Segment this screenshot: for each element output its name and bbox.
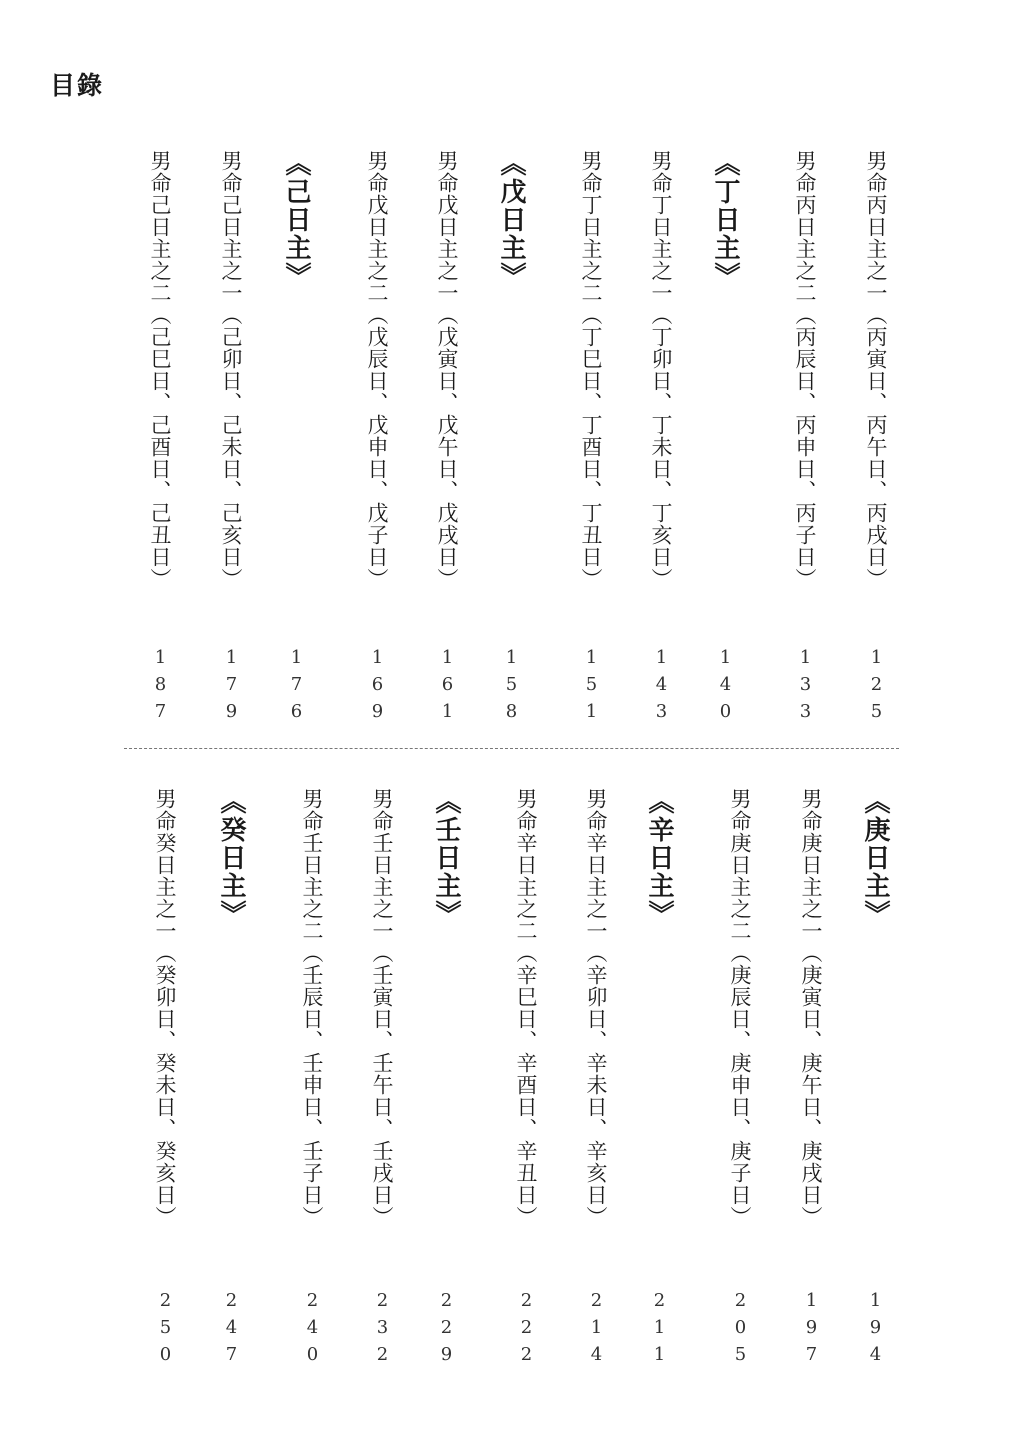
toc-section-header[interactable] bbox=[855, 788, 895, 1371]
toc-section-title: 《壬日主》 bbox=[431, 788, 461, 928]
toc-entry-title: 男命壬日主之一（壬寅日、壬午日、壬戌日） bbox=[370, 788, 394, 1228]
toc-section-title: 《戊日主》 bbox=[496, 150, 526, 290]
toc-entry[interactable] bbox=[720, 788, 760, 1371]
toc-entry-page: 222 bbox=[516, 1290, 537, 1371]
toc-entry[interactable] bbox=[140, 150, 180, 728]
toc-entry-page: 176 bbox=[286, 647, 307, 728]
section-divider bbox=[124, 748, 899, 749]
toc-entry[interactable] bbox=[785, 150, 825, 728]
toc-section-header[interactable] bbox=[426, 788, 466, 1371]
toc-entry[interactable] bbox=[506, 788, 546, 1371]
toc-entry-page: 232 bbox=[372, 1290, 393, 1371]
toc-entry-page: 161 bbox=[437, 647, 458, 728]
toc-entry-page: 158 bbox=[501, 647, 522, 728]
toc-section-header[interactable] bbox=[276, 150, 316, 728]
toc-entry-page: 169 bbox=[367, 647, 388, 728]
toc-entry[interactable] bbox=[791, 788, 831, 1371]
toc-top-section bbox=[0, 150, 1018, 728]
toc-entry-page: 229 bbox=[436, 1290, 457, 1371]
toc-entry-page: 211 bbox=[649, 1290, 670, 1371]
toc-section-header[interactable] bbox=[491, 150, 531, 728]
toc-section-title: 《癸日主》 bbox=[216, 788, 246, 928]
toc-entry-page: 194 bbox=[865, 1290, 886, 1371]
toc-entry-page: 125 bbox=[866, 647, 887, 728]
toc-entry-page: 179 bbox=[221, 647, 242, 728]
toc-entry[interactable] bbox=[145, 788, 185, 1371]
toc-entry-title: 男命壬日主之二（壬辰日、壬申日、壬子日） bbox=[300, 788, 324, 1228]
toc-entry-title: 男命己日主之一（己卯日、己未日、己亥日） bbox=[219, 150, 243, 590]
toc-entry-title: 男命辛日主之二（辛巳日、辛酉日、辛丑日） bbox=[514, 788, 538, 1228]
toc-section-header[interactable] bbox=[211, 788, 251, 1371]
toc-entry-title: 男命庚日主之二（庚辰日、庚申日、庚子日） bbox=[728, 788, 752, 1228]
toc-entry-page: 205 bbox=[730, 1290, 751, 1371]
toc-entry-title: 男命丙日主之一（丙寅日、丙午日、丙戌日） bbox=[864, 150, 888, 590]
toc-entry[interactable] bbox=[292, 788, 332, 1371]
toc-section-header[interactable] bbox=[705, 150, 745, 728]
toc-entry-page: 240 bbox=[302, 1290, 323, 1371]
page-title: 目錄 bbox=[50, 71, 105, 100]
toc-entry-title: 男命丁日主之二（丁巳日、丁酉日、丁丑日） bbox=[579, 150, 603, 590]
toc-entry[interactable] bbox=[571, 150, 611, 728]
toc-entry-title: 男命癸日主之一（癸卯日、癸未日、癸亥日） bbox=[153, 788, 177, 1228]
toc-entry-page: 133 bbox=[795, 647, 816, 728]
toc-entry-page: 214 bbox=[586, 1290, 607, 1371]
toc-entry-page: 250 bbox=[155, 1290, 176, 1371]
toc-entry-title: 男命辛日主之一（辛卯日、辛未日、辛亥日） bbox=[584, 788, 608, 1228]
toc-entry[interactable] bbox=[357, 150, 397, 728]
toc-entry-title: 男命戊日主之一（戊寅日、戊午日、戊戌日） bbox=[435, 150, 459, 590]
toc-entry-title: 男命己日主之二（己巳日、己酉日、己丑日） bbox=[148, 150, 172, 590]
toc-section-title: 《己日主》 bbox=[281, 150, 311, 290]
toc-entry-page: 140 bbox=[715, 647, 736, 728]
toc-entry-title: 男命戊日主之二（戊辰日、戊申日、戊子日） bbox=[365, 150, 389, 590]
toc-section-title: 《庚日主》 bbox=[860, 788, 890, 928]
toc-section-header[interactable] bbox=[639, 788, 679, 1371]
toc-entry[interactable] bbox=[427, 150, 467, 728]
toc-entry[interactable] bbox=[211, 150, 251, 728]
toc-entry-page: 187 bbox=[150, 647, 171, 728]
toc-entry[interactable] bbox=[576, 788, 616, 1371]
toc-section-title: 《辛日主》 bbox=[644, 788, 674, 928]
toc-entry[interactable] bbox=[856, 150, 896, 728]
toc-entry-title: 男命庚日主之一（庚寅日、庚午日、庚戌日） bbox=[799, 788, 823, 1228]
toc-entry-page: 247 bbox=[221, 1290, 242, 1371]
toc-entry-title: 男命丁日主之一（丁卯日、丁未日、丁亥日） bbox=[649, 150, 673, 590]
toc-entry[interactable] bbox=[641, 150, 681, 728]
toc-entry-title: 男命丙日主之二（丙辰日、丙申日、丙子日） bbox=[793, 150, 817, 590]
toc-entry-page: 143 bbox=[651, 647, 672, 728]
toc-entry-page: 197 bbox=[801, 1290, 822, 1371]
toc-section-title: 《丁日主》 bbox=[710, 150, 740, 290]
toc-entry-page: 151 bbox=[581, 647, 602, 728]
toc-entry[interactable] bbox=[362, 788, 402, 1371]
toc-bottom-section bbox=[0, 788, 1018, 1371]
